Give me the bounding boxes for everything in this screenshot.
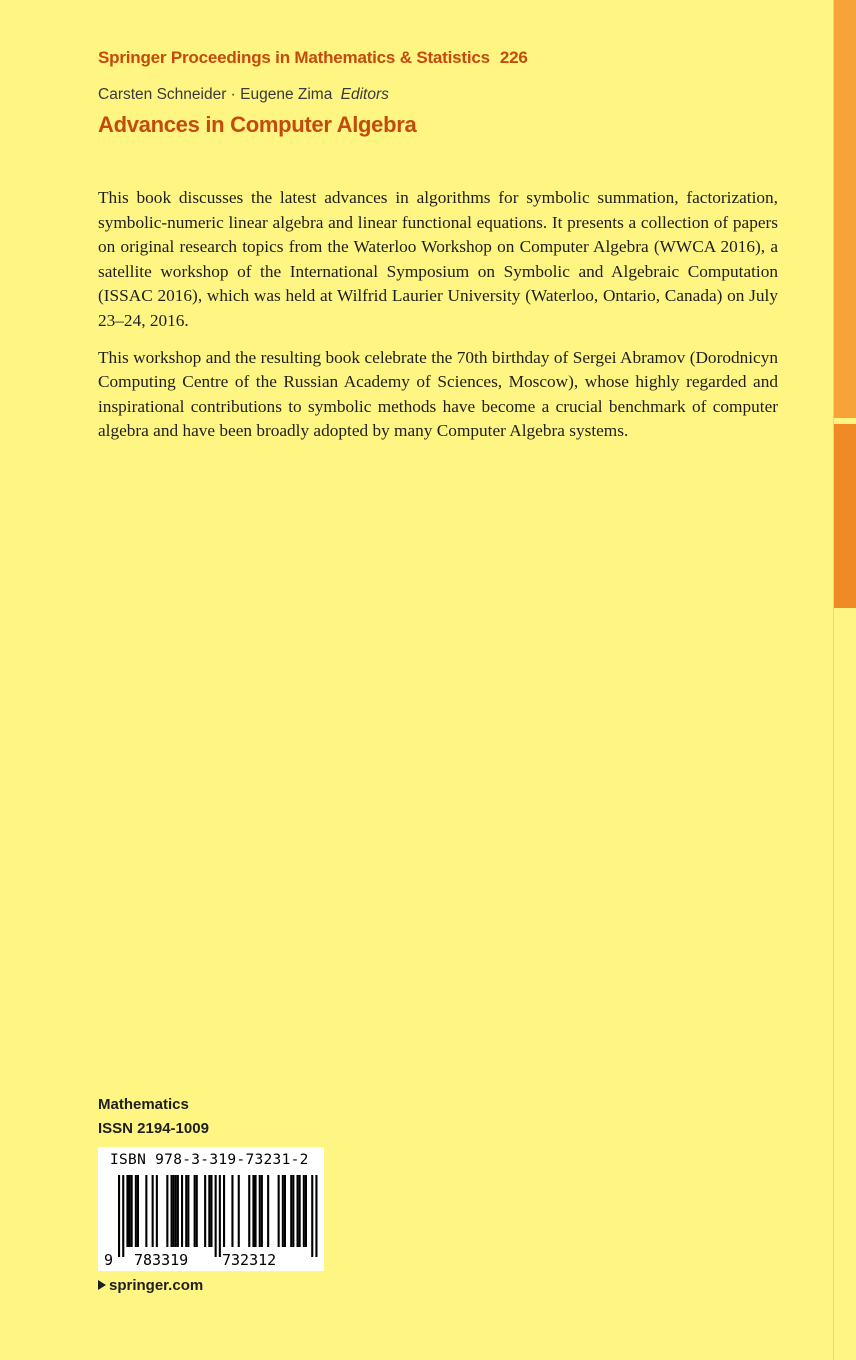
barcode-bar xyxy=(145,1175,147,1247)
barcode-bar xyxy=(152,1175,154,1247)
barcode-bar xyxy=(156,1175,158,1247)
ean-barcode xyxy=(98,1175,324,1271)
barcode-bar xyxy=(299,1175,301,1247)
barcode-bar xyxy=(173,1175,175,1247)
barcode-bar xyxy=(131,1175,133,1247)
guard-bar xyxy=(219,1175,221,1257)
barcode-bar xyxy=(278,1175,280,1247)
isbn-label: ISBN 978-3-319-73231-2 xyxy=(110,1152,309,1168)
website-text: springer.com xyxy=(109,1277,204,1294)
guard-bar xyxy=(315,1175,317,1257)
series-line xyxy=(98,48,528,68)
barcode-bar xyxy=(181,1175,183,1247)
barcode-bar xyxy=(290,1175,292,1247)
barcode-bar xyxy=(187,1175,189,1247)
barcode-bar xyxy=(238,1175,240,1247)
barcode-bar xyxy=(204,1175,206,1247)
issn-number: ISSN 2194-1009 xyxy=(98,1120,209,1137)
book-description xyxy=(98,186,778,456)
barcode-bar xyxy=(196,1175,198,1247)
book-title: Advances in Computer Algebra xyxy=(98,112,417,137)
barcode-bar xyxy=(267,1175,269,1247)
barcode-bar xyxy=(126,1175,128,1247)
barcode-bar xyxy=(210,1175,212,1247)
barcode-bar xyxy=(194,1175,196,1247)
spine-orange-stripe-dark xyxy=(834,424,856,608)
editors-role: Editors xyxy=(340,86,389,103)
barcode-bar xyxy=(137,1175,139,1247)
barcode-bar xyxy=(297,1175,299,1247)
barcode-panel xyxy=(98,1147,324,1271)
editor-names: Carsten Schneider · Eugene Zima xyxy=(98,86,333,103)
editors-line xyxy=(98,86,389,104)
barcode-bar xyxy=(255,1175,257,1247)
barcode-bar xyxy=(259,1175,261,1247)
barcode-bar xyxy=(303,1175,305,1247)
barcode-bar xyxy=(223,1175,225,1247)
barcode-bar xyxy=(284,1175,286,1247)
barcode-bar xyxy=(248,1175,250,1247)
description-paragraph: This book discusses the latest advances in algorithms for symbolic summation, factorization, symbolic-numeric linear algebra and linear functional equations. It presents a collection of papers on original research topics from the Waterloo Workshop on Computer Algebra (WWCA 2016), a satellite workshop of the International Symposium on Symbolic and Algebraic Computation (ISSAC 2016), which was held at Wilfrid Laurier University (Waterloo, Ontario, Canada) on July 23–24, 2016. xyxy=(98,188,778,330)
series-number: 226 xyxy=(499,48,528,67)
subject-category: Mathematics xyxy=(98,1096,189,1113)
website-link[interactable] xyxy=(98,1277,203,1294)
barcode-bar xyxy=(252,1175,254,1247)
barcode-bar xyxy=(177,1175,179,1247)
description-paragraph: This workshop and the resulting book celebrate the 70th birthday of Sergei Abramov (Dorodnicyn Computing Centre of the Russian Academy of Sciences, Moscow), whose highly regarded and inspirational contributions to symbolic methods have become a crucial benchmark of computer algebra and have been broadly adopted by many Computer Algebra systems. xyxy=(98,347,778,441)
barcode-bar xyxy=(261,1175,263,1247)
guard-bar xyxy=(311,1175,313,1257)
barcode-bar xyxy=(175,1175,177,1247)
guard-bar xyxy=(122,1175,124,1257)
barcode-bar xyxy=(231,1175,233,1247)
barcode-bar xyxy=(185,1175,187,1247)
barcode-bar xyxy=(305,1175,307,1247)
guard-bar xyxy=(215,1175,217,1257)
guard-bar xyxy=(118,1175,120,1257)
barcode-bar xyxy=(166,1175,168,1247)
ean-first-digit: 9 xyxy=(104,1251,114,1269)
ean-left-digits: 783319 xyxy=(134,1251,189,1269)
series-name: Springer Proceedings in Mathematics & Statistics xyxy=(98,48,490,67)
ean-right-digits: 732312 xyxy=(222,1251,277,1269)
triangle-arrow-icon xyxy=(98,1280,106,1290)
barcode-bar xyxy=(292,1175,294,1247)
barcode-bar xyxy=(171,1175,173,1247)
barcode-bar xyxy=(282,1175,284,1247)
spine-orange-stripe-light xyxy=(834,0,856,418)
barcode-bar xyxy=(135,1175,137,1247)
barcode-bar xyxy=(129,1175,131,1247)
barcode-bar xyxy=(208,1175,210,1247)
